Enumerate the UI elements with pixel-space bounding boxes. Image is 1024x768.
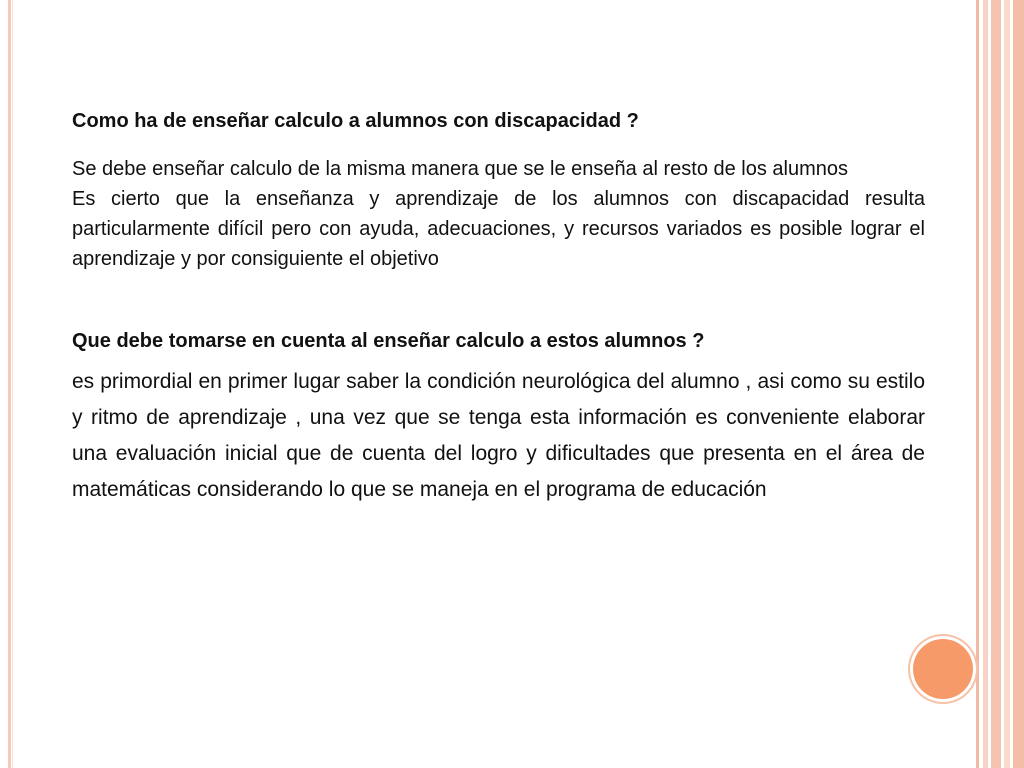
answer-paragraph-3: es primordial en primer lugar saber la condición neurológica del alumno , asi como su estilo y ritmo de aprendizaje , una vez que se tenga esta información es conveniente elaborar una evaluación inicial que de cuenta del logro y dificultades que presenta en el área de matemáticas considerando lo que se maneja en el programa de educación [72,370,925,501]
decorative-stripe [991,0,1001,768]
slide-body [72,106,925,508]
answer-paragraph-2: Es cierto que la enseñanza y aprendizaje de los alumnos con discapacidad resulta particularmente difícil pero con ayuda, adecuaciones, y recursos variados es posible lograr el aprendizaje y por consiguiente el objetivo [72,188,925,270]
answer-paragraph-1: Se debe enseñar calculo de la misma manera que se le enseña al resto de los alumnos [72,158,849,180]
question-heading-2: Que debe tomarse en cuenta al enseñar calculo a estos alumnos ? [72,330,705,352]
decorative-stripe [976,0,979,768]
question-heading-1: Como ha de enseñar calculo a alumnos con discapacidad ? [72,110,639,132]
decorative-stripe [1004,0,1010,768]
decorative-stripe [983,0,988,768]
decorative-circle [913,639,973,699]
slide-left-border [8,0,11,768]
decorative-stripe [1013,0,1024,768]
slide-left-border-inner [12,0,13,768]
